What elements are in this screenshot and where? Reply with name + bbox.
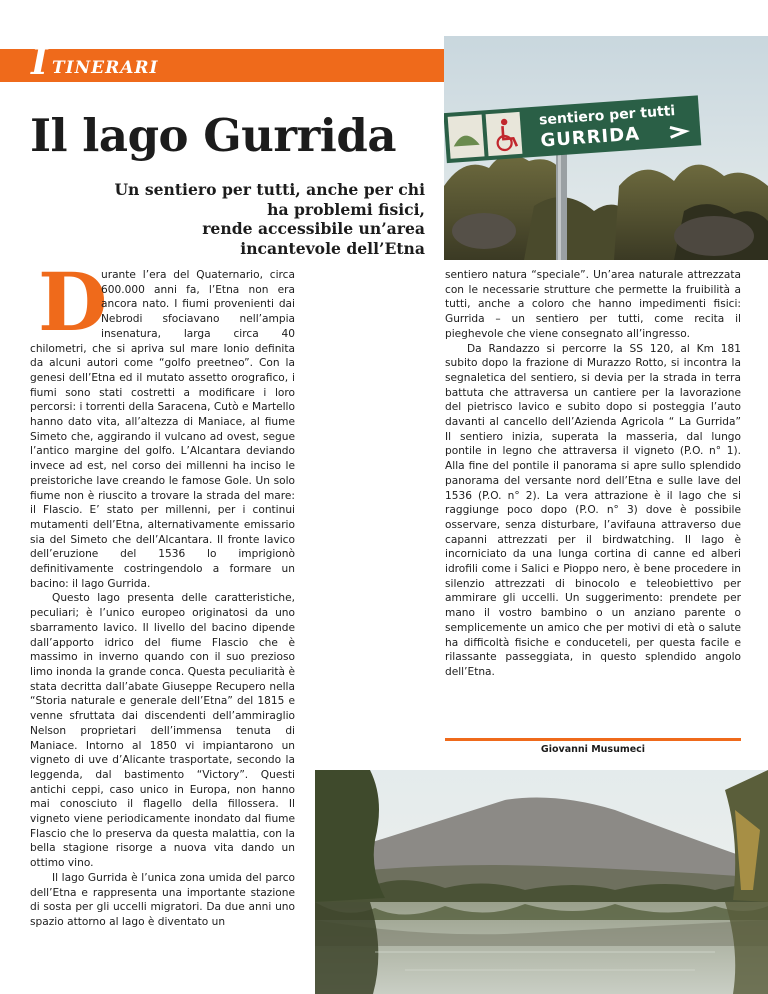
paragraph: Da Randazzo si percorre la SS 120, al Km 181 subito dopo la frazione di Murazzo Rotto, si incontra la segnaletica del sentiero, si devia per la strada in terra battuta che attraversa un cantiere per la lavorazione del pietrisco lavico e subito dopo si posteggia l’auto davanti al cancello dell’Azienda Agricola “ La Gurrida” Il sentiero inizia, superata la masseria, dal lungo pontile in legno che attraversa il vigneto (P.O. n° 1). Alla fine del pontile il panorama si apre sullo splendido panorama del versante nord dell’Etna e sulle lave del 1536 (P.O. n° 2). La vera attrazione è il lago che si raggiunge poco dopo (P.O. n° 3) dove è possibile osservare, senza disturbare, l’avifauna attraverso due capanni attrezzati per il birdwatching. Il lago è incorniciato da una lunga cortina di canne ed alberi idrofili come i Salici e Pioppo nero, è bene procedere in silenzio attrezzati di binocolo e teleobiettivo per ammirare gli uccelli. Un suggerimento: prendete per mano il vostro bambino o un anziano parente o semplicemente un amico che per motivi di età o salute ha difficoltà fisiche e conduceteli, per questa facile e rilassante passeggiata, in questo splendido angolo dell’Etna. bbox=[445, 342, 741, 678]
drop-cap: D bbox=[38, 255, 108, 349]
paragraph-text: urante l’era del Quaternario, circa 600.000 anni fa, l’Etna non era ancora nato. I fiumi provenienti dai Nebrodi sfociavano nell’ampia insenatura, larga circa 40 chilometri, che si apriva sul mare Ionio definita da alcuni autori come “golfo preetneo”. Con la genesi dell’Etna ed il mutato assetto orografico, i fiumi sono stati costretti a modificare i loro percorsi: i torrenti della Saracena, Cutò e Martello hanno dato vita, all’altezza di Maniace, al fiume Simeto che, aggirando il vulcano ad ovest, segue l’antico margine del golfo. L’Alcantara deviando invece ad est, nel corso dei millenni ha inciso le preistoriche lave creando le famose Gole. Un solo fiume non è riuscito a trovare la strada del mare: il Flascio. E’ stato per millenni, per i continui mutamenti dell’Etna, alternativamente emissario sia del Simeto che dell’Alcantara. Il fronte lavico dell’eruzione del 1536 lo imprigionò definitivamente costringendolo a formare un bacino: il lago Gurrida. bbox=[30, 269, 295, 590]
section-label-initial: I bbox=[31, 41, 48, 83]
paragraph: Questo lago presenta delle caratteristiche, peculiari; è l’unico europeo originatosi da uno sbarramento lavico. Il livello del bacino dipende dall’apporto idrico del fiume Flascio che è massimo in inverno quando con il suo prezioso limo inonda la grande conca. Questa peculiarità è stata decritta dall’abate Giuseppe Recupero nella “Storia naturale e generale dell’Etna” del 1815 e venne sfruttata dai discendenti dell’ammiraglio Nelson proprietari dell’immensa tenuta di Maniace. Intorno al 1850 vi impiantarono un vigneto di uve d’Alicante trasportate, secondo la leggenda, dal bastimento “Victory”. Questi antichi ceppi, caso unico in Europa, non hanno mai conosciuto il flagello della fillossera. Il vigneto viene periodicamente inondato dal fiume Flascio che lo preserva da questa malattia, con la bella stagione risorge a nuova vita dando un ottimo vino. bbox=[30, 592, 295, 870]
paragraph: Il lago Gurrida è l’unica zona umida del parco dell’Etna e rappresenta una importante stazione di sosta per gli uccelli migratori. Da due anni uno spazio attorno al lago è diventato un bbox=[30, 871, 295, 928]
article-column-left bbox=[30, 255, 295, 930]
article-title: Il lago Gurrida bbox=[30, 109, 396, 162]
author-name: Giovanni Musumeci bbox=[540, 744, 646, 755]
photo-lake-gurrida bbox=[315, 770, 768, 994]
subtitle-line: incantevole dell’Etna bbox=[240, 238, 425, 258]
sign-line1: sentiero per tutti bbox=[538, 103, 676, 129]
photo-trail-sign bbox=[444, 36, 768, 260]
subtitle-line: ha problemi fisici, bbox=[267, 199, 425, 219]
paragraph bbox=[30, 255, 295, 591]
article-column-right bbox=[445, 268, 741, 680]
author-divider bbox=[445, 738, 741, 741]
sign-line2: GURRIDA bbox=[539, 123, 641, 152]
article-subtitle bbox=[100, 180, 425, 258]
subtitle-line: rende accessibile un’area bbox=[202, 219, 425, 238]
subtitle-line: Un sentiero per tutti, anche per chi bbox=[114, 180, 425, 199]
paragraph: sentiero natura “speciale”. Un’area naturale attrezzata con le necessarie strutture che permette la fruibilità a tutti, anche a coloro che hanno impedimenti fisici: Gurrida – un sentiero per tutti, come recita il pieghevole che viene consegnato all’ingresso. bbox=[445, 269, 741, 340]
section-label: TINERARI bbox=[52, 58, 159, 78]
